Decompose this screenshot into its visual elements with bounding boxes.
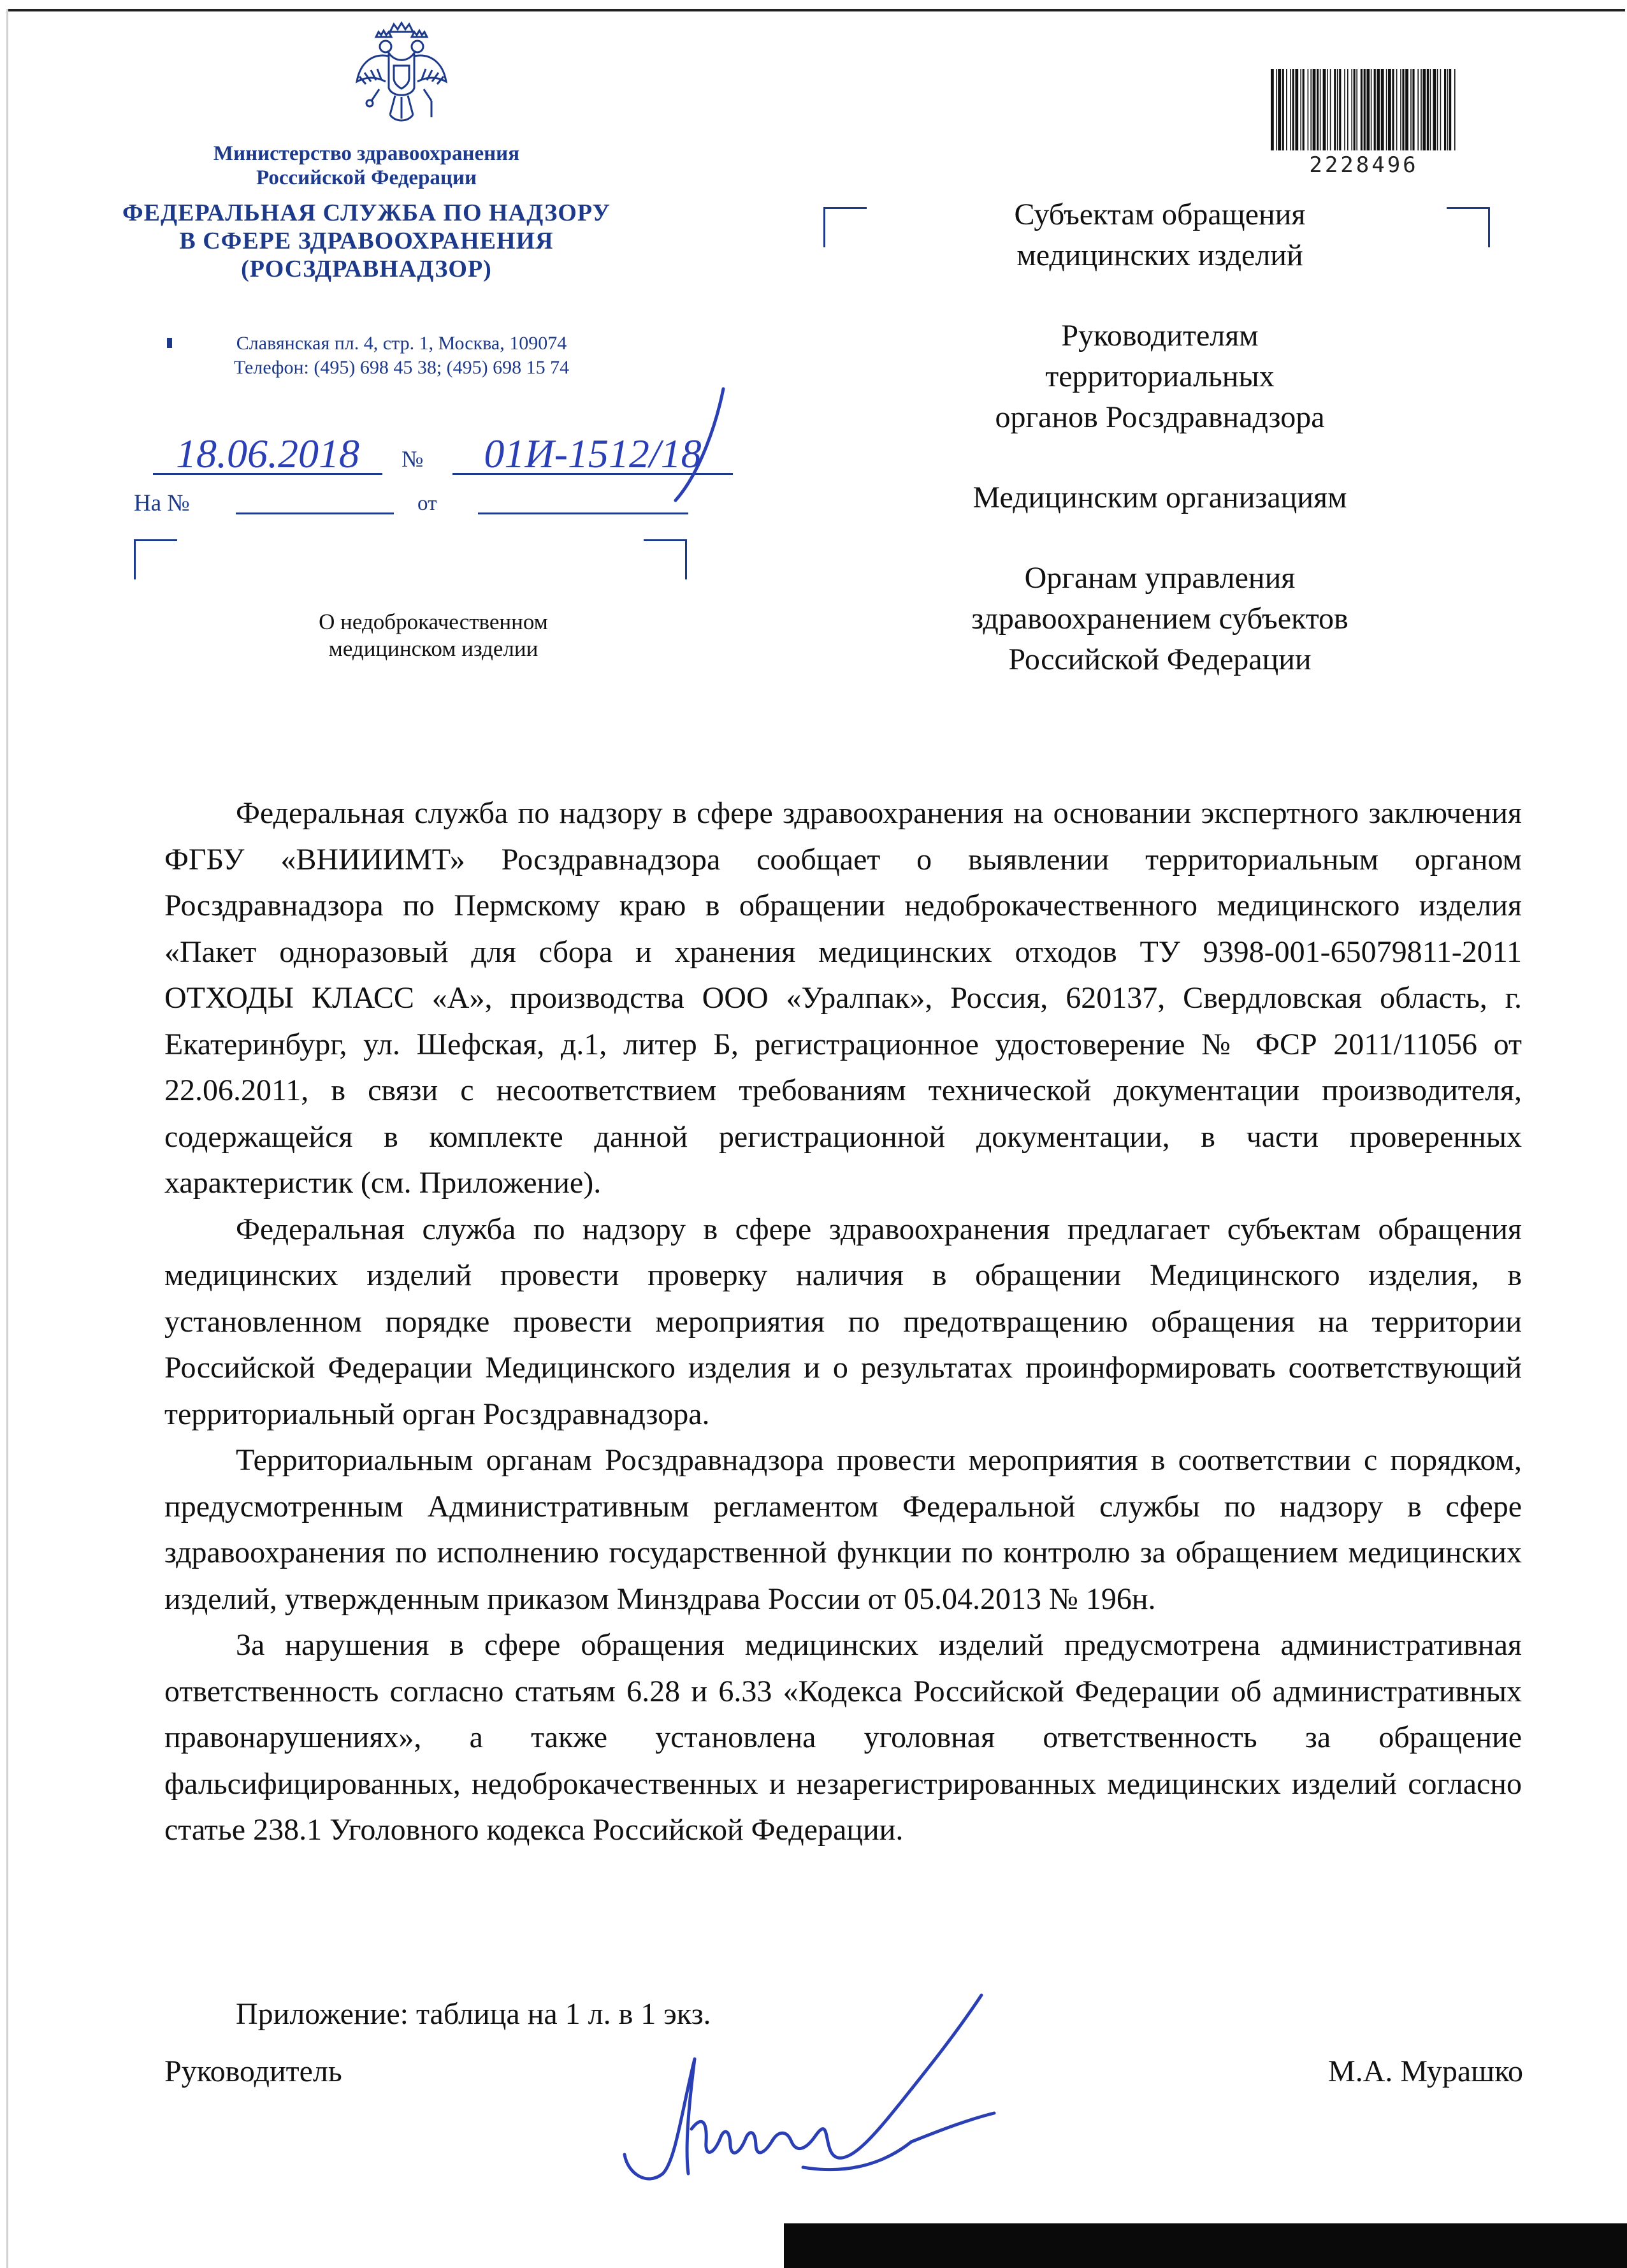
barcode-bar: [1317, 69, 1319, 150]
addressee-corner-right: [1447, 207, 1490, 247]
barcode-icon: [1268, 69, 1459, 150]
recipient-line: Медицинским организациям: [973, 481, 1347, 514]
reply-from-label: от: [417, 492, 437, 515]
barcode-bar: [1300, 69, 1301, 150]
barcode-bar: [1347, 69, 1349, 150]
registration-number: 01И-1512/18: [452, 435, 733, 475]
barcode-bar: [1410, 69, 1412, 150]
barcode-bar: [1417, 69, 1419, 150]
recipient-entry: [873, 194, 1447, 276]
recipient-entry: [873, 558, 1447, 680]
barcode-bar: [1444, 69, 1446, 150]
barcode-bar: [1427, 69, 1429, 150]
recipient-line: Субъектам обращения: [1014, 198, 1306, 231]
barcode-bar: [1351, 69, 1352, 150]
barcode-bar: [1381, 69, 1384, 150]
address-line: Славянская пл. 4, стр. 1, Москва, 109074: [236, 333, 567, 354]
barcode-bar: [1422, 69, 1426, 150]
signatory-position: Руководитель: [164, 2054, 342, 2088]
barcode-bar: [1392, 69, 1394, 150]
barcode-bar: [1366, 69, 1370, 150]
recipient-line: Российской Федерации: [1008, 643, 1312, 676]
recipient-line: Органам управления: [1024, 561, 1296, 595]
scan-edge-bottom: [784, 2223, 1627, 2268]
subject-corner-left: [134, 539, 177, 579]
signature-icon: [612, 1982, 1020, 2193]
barcode-bar: [1356, 69, 1357, 150]
body-paragraph: Федеральная служба по надзору в сфере здравоохранения на основании экспертного заключения ФГБУ «ВНИИИМТ» Росздравнадзора сообщает о выявлении территориальным органом Росздравнадзора по Пермскому краю в обращении недоброкачественного медицинского изделия «Пакет одноразовый для сбора и хранения медицинских отходов ТУ 9398-001-65079811-2011 ОТХОДЫ КЛАСС «А», производства ООО «Уралпак», Россия, 620137, Свердловская область, г. Екатеринбург, ул. Шефская, д.1, литер Б, регистрационное удостоверение № ФСР 2011/11056 от 22.06.2011, в связи с несоответствием требованиям технической документации производителя, содержащейся в комплекте данной регистрационной документации, в части проверенных характеристик (см. Приложение).: [164, 796, 1522, 1200]
recipients-block: [873, 194, 1447, 720]
ministry-name: [134, 142, 599, 190]
signatory-name: М.А. Мурашко: [1328, 2054, 1523, 2088]
coat-of-arms-icon: [351, 18, 452, 136]
attachment-note: Приложение: таблица на 1 л. в 1 экз.: [236, 1997, 711, 2031]
barcode-bar: [1396, 69, 1398, 150]
barcode-bar: [1405, 69, 1408, 150]
barcode-bar: [1412, 69, 1414, 150]
barcode-bar: [1339, 69, 1341, 150]
barcode-bar: [1454, 69, 1456, 150]
barcode-bar: [1320, 69, 1321, 150]
barcode-bar: [1278, 69, 1281, 150]
body-paragraph: Территориальным органам Росздравнадзора провести мероприятия в соответствии с порядком, предусмотренным Административным регламентом Федеральной службы по надзору в сфере здравоохранения по исполнению государственной функции по контролю за обращением медицинских изделий, утвержденным приказом Минздрава России от 05.04.2013 № 196н.: [164, 1443, 1522, 1616]
number-sign: №: [401, 446, 424, 472]
barcode-bar: [1330, 69, 1331, 150]
barcode-bar: [1388, 69, 1391, 150]
barcode-bar: [1449, 69, 1451, 150]
barcode-bar: [1440, 69, 1442, 150]
barcode-bar: [1400, 69, 1401, 150]
barcode-bar: [1334, 69, 1336, 150]
addressee-corner-left: [823, 207, 867, 247]
barcode-bar: [1421, 69, 1422, 150]
barcode-bar: [1292, 69, 1294, 150]
barcode-bar: [1313, 69, 1316, 150]
registration-slash-stroke: [663, 382, 739, 504]
scan-edge-left: [6, 9, 8, 2268]
barcode-bar: [1354, 69, 1356, 150]
ministry-line: Министерство здравоохранения: [213, 142, 520, 165]
barcode-bar: [1327, 69, 1328, 150]
recipient-line: территориальных: [1045, 360, 1275, 393]
phone-line: Телефон: (495) 698 45 38; (495) 698 15 74: [233, 357, 570, 378]
letter-body: [164, 790, 1522, 1854]
reply-to-number-blank: [236, 492, 394, 514]
barcode-bar: [1271, 69, 1274, 150]
barcode-bar: [1344, 69, 1345, 150]
barcode-bar: [1323, 69, 1326, 150]
reply-from-date-blank: [478, 492, 688, 514]
barcode-bar: [1282, 69, 1284, 150]
barcode-bar: [1433, 69, 1436, 150]
body-paragraph: За нарушения в сфере обращения медицинских изделий предусмотрена административная ответственность согласно статьям 6.28 и 6.33 «Кодекса Российской Федерации об административных правонарушениях», а также установлена уголовная ответственность за обращение фальсифицированных, недоброкачественных и незарегистрированных медицинских изделий согласно статье 238.1 Уголовного кодекса Российской Федерации.: [164, 1628, 1522, 1847]
subject-corner-right: [644, 539, 687, 579]
barcode-bar: [1437, 69, 1438, 150]
reply-to-label: На №: [134, 490, 190, 516]
barcode-bar: [1386, 69, 1387, 150]
barcode-bar: [1337, 69, 1338, 150]
address-block: [159, 331, 644, 380]
recipient-line: медицинских изделий: [1016, 238, 1303, 272]
barcode-bar: [1308, 69, 1309, 150]
service-line: ФЕДЕРАЛЬНАЯ СЛУЖБА ПО НАДЗОРУ: [122, 200, 611, 226]
service-name: [115, 199, 618, 283]
service-line: (РОСЗДРАВНАДЗОР): [241, 256, 492, 282]
barcode-bar: [1371, 69, 1372, 150]
barcode-bar: [1276, 69, 1277, 150]
ministry-line: Российской Федерации: [256, 166, 477, 189]
barcode-bar: [1447, 69, 1449, 150]
registration-date: 18.06.2018: [153, 435, 382, 475]
service-line: В СФЕРЕ ЗДРАВООХРАНЕНИЯ: [179, 228, 554, 254]
recipient-entry: [873, 316, 1447, 438]
body-paragraph: Федеральная служба по надзору в сфере здравоохранения предлагает субъектам обращения медицинских изделий провести проверку наличия в обращении Медицинского изделия, в установленном порядке провести мероприятия по предотвращению обращения на территории Российской Федерации Медицинского изделия и о результатах проинформировать соответствующий территориальный орган Росздравнадзора.: [164, 1212, 1522, 1431]
subject-line: медицинском изделии: [328, 636, 539, 661]
barcode-bar: [1286, 69, 1287, 150]
scan-edge-top: [6, 9, 1625, 11]
barcode-bar: [1310, 69, 1312, 150]
barcode-bar: [1364, 69, 1366, 150]
recipient-line: Руководителям: [1061, 319, 1259, 353]
letter-subject: [191, 609, 676, 662]
recipient-line: здравоохранением субъектов: [971, 602, 1349, 636]
subject-line: О недоброкачественном: [319, 609, 548, 634]
barcode-bar: [1430, 69, 1431, 150]
barcode-bar: [1361, 69, 1363, 150]
barcode-bar: [1377, 69, 1380, 150]
barcode-bar: [1295, 69, 1298, 150]
barcode-number: 2228496: [1309, 152, 1419, 178]
barcode-bar: [1290, 69, 1291, 150]
recipient-line: органов Росздравнадзора: [995, 400, 1325, 434]
barcode-bar: [1374, 69, 1376, 150]
barcode-bar: [1402, 69, 1404, 150]
recipient-entry: [873, 477, 1447, 518]
barcode-bar: [1303, 69, 1305, 150]
